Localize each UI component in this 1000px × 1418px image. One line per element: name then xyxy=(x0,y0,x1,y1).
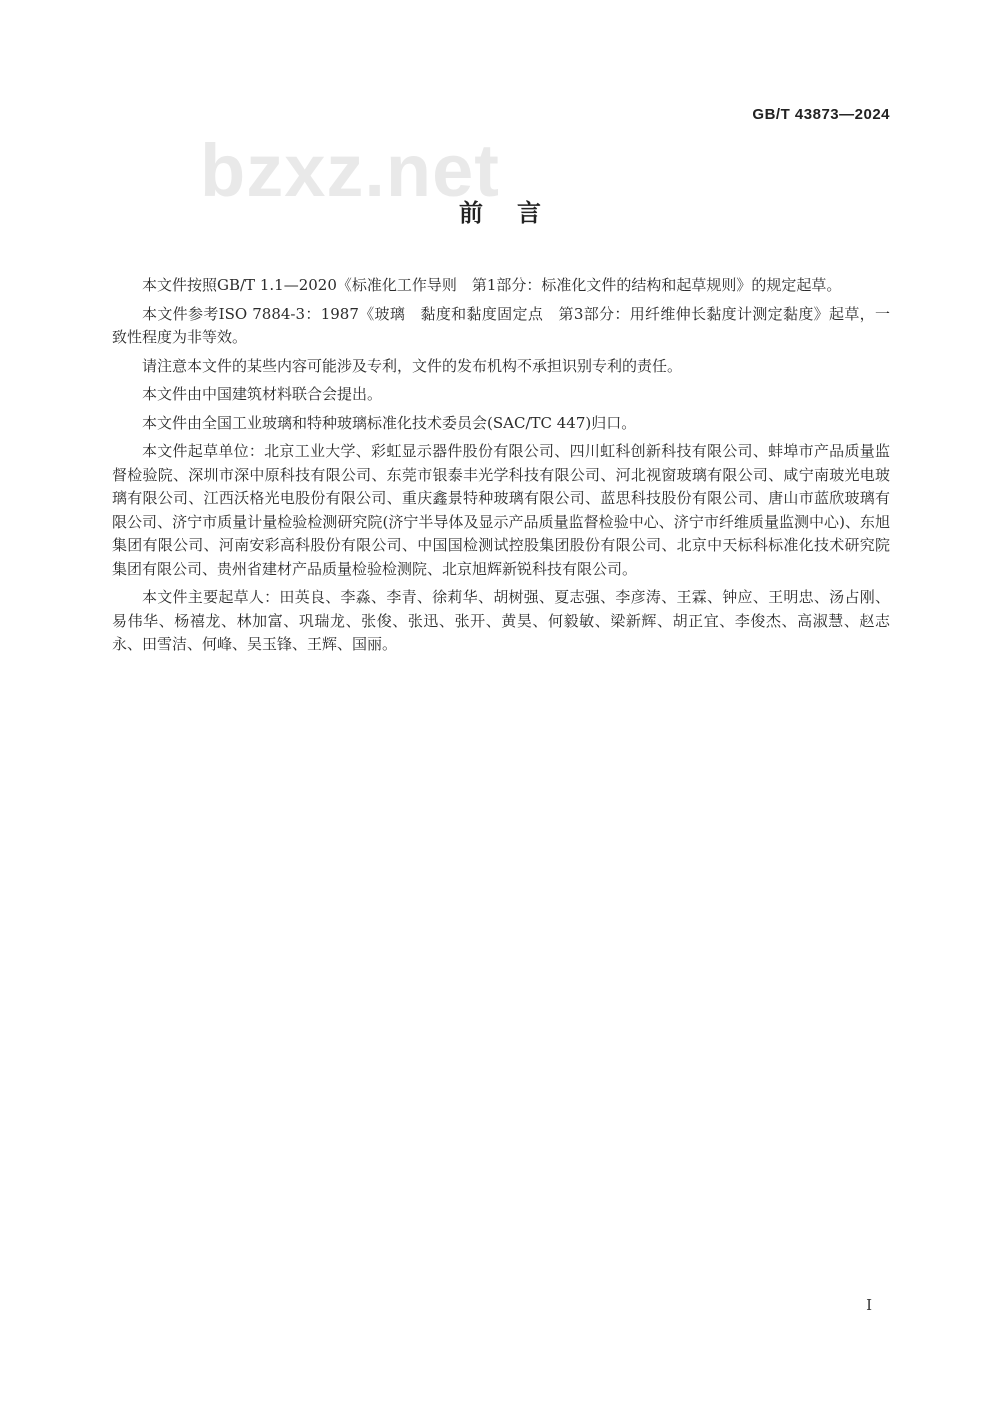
page-title: 前言 xyxy=(459,199,575,227)
watermark: bzxz.net xyxy=(200,129,500,212)
paragraph-drafters: 本文件主要起草人：田英良、李淼、李青、徐莉华、胡树强、夏志强、李彦涛、王霖、钟应、王明忠、汤占刚、易伟华、杨禧龙、林加富、巩瑞龙、张俊、张迅、张开、黄昊、何毅敏、梁新辉、胡正宜、李俊杰、高淑慧、赵志永、田雪洁、何峰、吴玉锋、王辉、国丽。 xyxy=(112,588,890,653)
page-number: Ⅰ xyxy=(866,1296,872,1314)
foreword-body xyxy=(112,274,890,662)
standard-number: GB/T 43873—2024 xyxy=(752,106,890,123)
paragraph-committee: 本文件由全国工业玻璃和特种玻璃标准化技术委员会(SAC/TC 447)归口。 xyxy=(142,413,637,432)
paragraph-reference-standard: 本文件参考ISO 7884-3：1987《玻璃 黏度和黏度固定点 第3部分：用纤维伸长黏度计测定黏度》起草，一致性程度为非等效。 xyxy=(112,304,890,346)
paragraph-patent-notice: 请注意本文件的某些内容可能涉及专利，文件的发布机构不承担识别专利的责任。 xyxy=(142,356,683,375)
paragraph-drafting-rules: 本文件按照GB/T 1.1—2020《标准化工作导则 第1部分：标准化文件的结构和起草规则》的规定起草。 xyxy=(142,276,842,294)
paragraph-proposer: 本文件由中国建筑材料联合会提出。 xyxy=(142,385,383,403)
paragraph-drafting-units: 本文件起草单位：北京工业大学、彩虹显示器件股份有限公司、四川虹科创新科技有限公司、蚌埠市产品质量监督检验院、深圳市深中原科技有限公司、东莞市银泰丰光学科技有限公司、河北视窗玻璃有限公司、咸宁南玻光电玻璃有限公司、江西沃格光电股份有限公司、重庆鑫景特种玻璃有限公司、蓝思科技股份有限公司、唐山市蓝欣玻璃有限公司、济宁市质量计量检验检测研究院(济宁半导体及显示产品质量监督检验中心、济宁市纤维质量监测中心)、东旭集团有限公司、河南安彩高科股份有限公司、中国国检测试控股集团股份有限公司、北京中天标科标准化技术研究院集团有限公司、贵州省建材产品质量检验检测院、北京旭辉新锐科技有限公司。 xyxy=(112,442,890,578)
